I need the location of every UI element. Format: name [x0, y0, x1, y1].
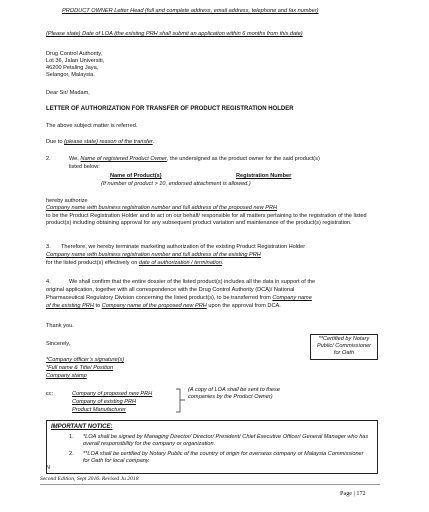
para-3-number: 3.: [46, 244, 51, 250]
address-line: Drug Control Authority,: [46, 51, 103, 57]
sincerely: Sincerely,: [46, 341, 71, 347]
para-3-end: .: [221, 260, 224, 266]
address-line: Lot 36, Jalan Universiti,: [46, 58, 105, 64]
notice-item-text: **LOA shall be certified by Notary Public of the country of origin for overseas company or Malaysia Commissioner for Oath for local company.: [83, 451, 364, 465]
existing-prh-placeholder: Company name with business registration number and full address of the existing PRH: [46, 252, 261, 258]
letter-title: LETTER OF AUTHORIZATION FOR TRANSFER OF PRODUCT REGISTRATION HOLDER: [46, 106, 294, 112]
cc-note: (A copy of LOA shall be sent to these companies by the Product Owner): [188, 387, 280, 401]
important-notice-box: [46, 420, 378, 474]
para-4-number: 4.: [46, 279, 51, 285]
page-number: Page | 172: [340, 490, 366, 497]
para-4-line3-text: Pharmaceutical Regulatory Division concerning the listed product(s), to be transferred from: [46, 295, 273, 301]
para-4-to: to: [93, 303, 102, 309]
para-2-number: 2.: [46, 156, 51, 162]
para-2-we: We,: [69, 156, 81, 162]
product-name-column-header: Name of Product(s): [110, 173, 162, 179]
officer-signature-placeholder: *Company officer’s signature(s): [46, 357, 125, 363]
company-stamp-placeholder: Company stamp: [46, 373, 87, 379]
reason-placeholder: (please state) reason of the transfer: [64, 139, 153, 145]
para-2-rest: , the undersigned as the product owner for the said product(s): [166, 156, 320, 162]
authorize-line: hereby authorize: [46, 198, 88, 204]
full-name-title-placeholder: *Full name & Title/ Position: [46, 365, 114, 371]
cc-item: Company of proposed new PRH: [72, 391, 153, 397]
para-4-line2: original application, together with all correspondence with the Drug Control Authority (DCA)/ National: [46, 287, 295, 293]
cc-item: Product Manufacturer: [72, 407, 126, 413]
termination-date-placeholder: date of authorization / termination: [138, 260, 222, 266]
para-4-end: upon the approval from DCA.: [206, 303, 281, 309]
notice-item-text: *LOA shall be signed by Managing Director/ Director/ President/ Chief Executive Officer/ General Manager who has overall responsibility for the company or organization.: [83, 434, 369, 448]
important-notice-title: IMPORTANT NOTICE:: [51, 424, 113, 430]
proposed-company-placeholder: Company name of the proposed new PRH: [101, 303, 207, 309]
registration-number-column-header: Registration Number: [236, 173, 292, 179]
footer-divider: [40, 484, 380, 485]
notice-item-number: 2.: [69, 451, 74, 457]
reason-prefix: Due to: [46, 139, 65, 145]
thanks: Thank you.: [46, 323, 74, 329]
cc-item: Company of existing PRH: [72, 399, 137, 405]
address-line: Selangor, Malaysia.: [46, 72, 95, 78]
subject-reference: The above subject matter is referred.: [46, 123, 138, 129]
cc-label: cc:: [46, 391, 54, 397]
product-owner-placeholder: Name of registered Product Owner: [80, 156, 167, 162]
edition-note: Second Edition, Sept 2016. Revised Ju 2018: [40, 476, 139, 482]
para-3-effective: for the listed product(s) effectively on: [46, 260, 139, 266]
notary-certification-box: **Certified by Notary Public/ Commissioner for Oath: [310, 334, 378, 360]
date-of-loa-placeholder: (Please state) Date of LOA (the existing PRH shall submit an application within 6 months from this date): [46, 31, 303, 37]
para-2-line2: listed below:: [69, 164, 100, 170]
notice-item-number: 1.: [69, 434, 74, 440]
reason-suffix: .: [152, 139, 155, 145]
existing-company-placeholder: Company name: [272, 295, 312, 301]
para-4-line1: We shall confirm that the entire dossier of the listed product(s) includes all the data in support of the: [69, 279, 316, 285]
address-line: 46200 Petaling Jaya,: [46, 65, 99, 71]
letterhead-placeholder: PRODUCT OWNER Letter Head (full and complete address, email address, telephone and fax number): [62, 8, 319, 14]
proposed-prh-placeholder: Company name with business registration number and full address of the proposed new PRH: [46, 205, 278, 211]
para-3-text: Therefore, we hereby terminate marketing authorization of the existing Product Registration Holder: [61, 244, 306, 250]
product-count-note: (If number of product > 10, endorsed attachment is allowed.): [101, 181, 251, 187]
authorize-body: to be the Product Registration Holder and to act on our behalf/ responsible for all matters pertaining to the registration of the listed product(s) including obtaining approval for any subsequent product variation and maintenance of the product(s) registration.: [46, 213, 367, 227]
existing-prh-label: of the existing PRH: [46, 303, 94, 309]
salutation: Dear Sir/ Madam,: [46, 90, 90, 96]
stray-character: N: [46, 465, 51, 471]
